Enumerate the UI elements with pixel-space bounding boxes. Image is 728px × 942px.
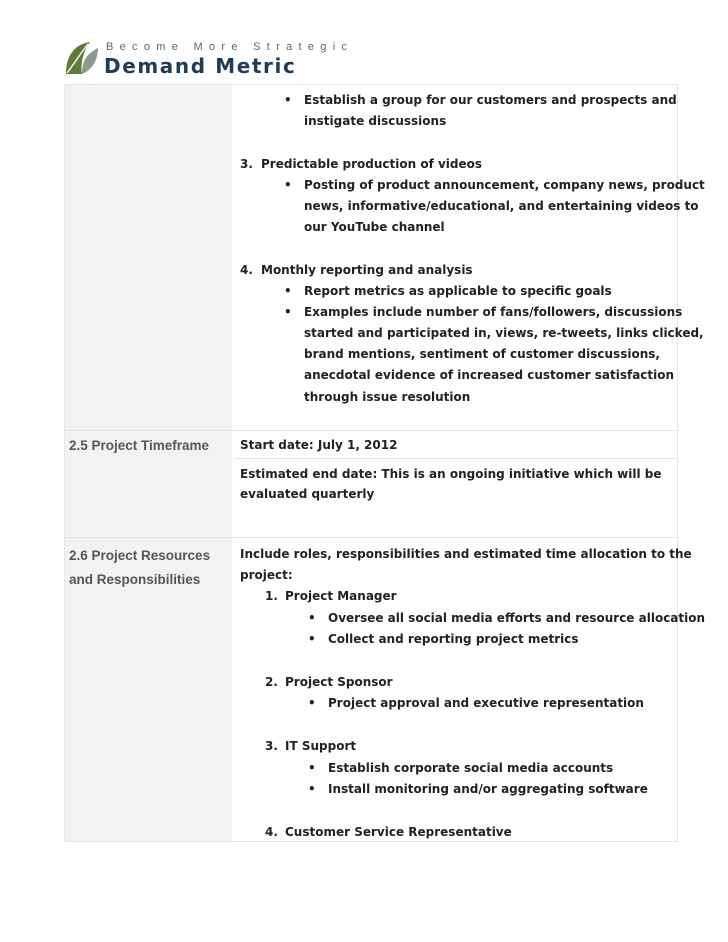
section-heading-timeframe: 2.5 Project Timeframe [69,438,210,453]
role-responsibility: Install monitoring and/or aggregating software [328,782,648,796]
resources-intro-text: Include roles, responsibilities and estimated time allocation to the [240,547,692,561]
cell-divider [234,458,678,459]
bullet-icon: • [308,782,316,796]
logo-brand-name: Demand Metric [104,54,297,78]
project-plan-table [64,84,706,842]
logo [64,40,354,78]
end-date-text: Estimated end date: This is an ongoing initiative which will be [240,467,662,481]
section-heading-resources: 2.6 Project Resources [69,548,211,563]
role-responsibility: Establish corporate social media accounts [328,761,614,775]
section-heading-resources: and Responsibilities [69,572,201,587]
list-number: 2. [265,675,278,689]
bullet-icon: • [284,93,292,107]
logo-tagline: Become More Strategic [106,41,354,53]
list-item-text: brand mentions, sentiment of customer discussions, [304,347,660,361]
list-number: 4. [265,825,278,839]
resources-intro-text: project: [240,568,293,582]
list-item-text: through issue resolution [304,390,471,404]
bullet-icon: • [284,284,292,298]
list-item-title: Predictable production of videos [261,157,483,171]
bullet-icon: • [284,178,292,192]
end-date-text: evaluated quarterly [240,487,375,501]
list-item-text: anecdotal evidence of increased customer satisfaction [304,368,675,382]
role-title: Project Manager [285,589,397,603]
list-item-text: Report metrics as applicable to specific goals [304,284,612,298]
list-item-text: started and participated in, views, re-tweets, links clicked, [304,326,704,340]
list-item-text: Posting of product announcement, company news, product [304,178,705,192]
role-responsibility: Oversee all social media efforts and resource allocation [328,611,706,625]
leaf-logo-icon [64,40,100,76]
list-item-text: Establish a group for our customers and prospects and [304,93,677,107]
list-item-text: instigate discussions [304,114,447,128]
bullet-icon: • [284,305,292,319]
list-number: 3. [265,739,278,753]
list-item-text: our YouTube channel [304,220,445,234]
bullet-icon: • [308,611,316,625]
list-number: 1. [265,589,278,603]
list-item-text: news, informative/educational, and entertaining videos to [304,199,699,213]
start-date-text: Start date: July 1, 2012 [240,438,398,452]
list-number: 4. [240,263,253,277]
list-item-title: Monthly reporting and analysis [261,263,473,277]
role-title: Customer Service Representative [285,825,512,839]
role-responsibility: Collect and reporting project metrics [328,632,579,646]
role-responsibility: Project approval and executive representation [328,696,644,710]
list-item-text: Examples include number of fans/followers, discussions [304,305,683,319]
bullet-icon: • [308,696,316,710]
bullet-icon: • [308,761,316,775]
bullet-icon: • [308,632,316,646]
list-number: 3. [240,157,253,171]
role-title: Project Sponsor [285,675,393,689]
role-title: IT Support [285,739,357,753]
